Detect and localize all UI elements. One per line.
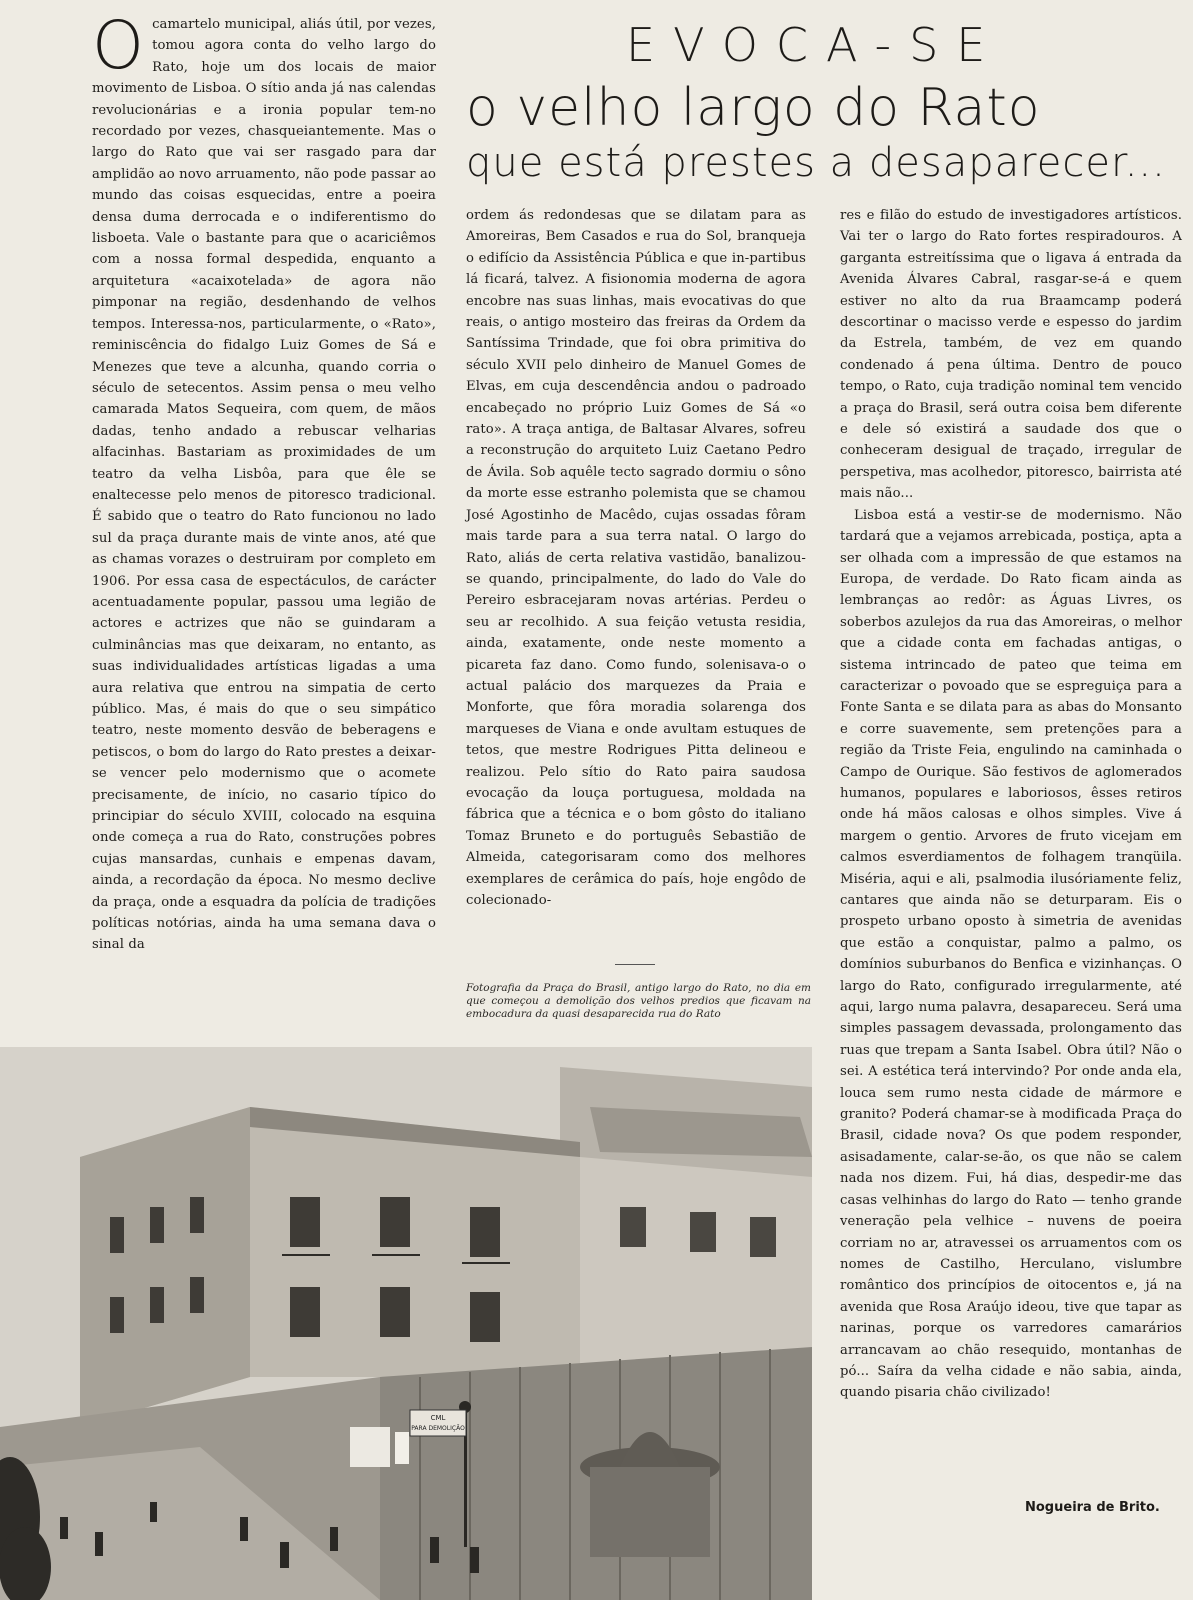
paragraph: camartelo municipal, aliás útil, por vezes, tomou agora conta do velho largo do Rato, hoje um dos locais de maior movimento de Lisboa. O sítio anda já nas calendas revolucionárias e a ironia popular tem-no recordado por vezes, chasqueiantemente. Mas o largo do Rato que vai ser rasgado para dar amplidão ao novo arruamento, não pode passar ao mundo das coisas esquecidas, entre a poeira densa duma derrocada e o indiferentismo do lisboeta. Vale o bastante para que o acariciêmos com a nossa formal despedida, enquanto a arquitetura «acaixotelada» de agora não pimponar na região, desdenhando de velhos tempos. Interessa-nos, particularmente, o «Rato», reminiscência do fidalgo Luiz Gomes de Sá e Menezes que teve a alcunha, quando corria o século de setecentos. Assim pensa o meu velho camarada Matos Sequeira, com quem, de mãos dadas, tenho andado a rebuscar velharias alfacinhas. Bastariam as proximidades de um teatro da velha Lisbôa, para que êle se enaltecesse pelo menos de pitoresco tradicional. É sabido que o teatro do Rato funcionou no lado sul da praça durante mais de vinte anos, até que as chamas vorazes o destruiram por completo em 1906. Por essa casa de espectáculos, de carácter acentuadamente popular, passou uma legião de actores e actrizes que não se guindaram a culminâncias mas que deixaram, no entanto, as suas individualidades artísticas ligadas a uma aura relativa que entrou na simpatia de certo público. Mas, é mais do que o seu simpático teatro, neste momento desvão de beberagens e petiscos, o bom do largo do Rato prestes a deixar-se vencer pelo modernismo que o acomete precisamente, de início, no casario típico do principiar do século XVIII, colocado na esquina onde começa a rua do Rato, construções pobres cujas mansardas, cunhais e empenas davam, ainda, a recordação da época. No mesmo declive da praça, onde a esquadra da polícia de tradições políticas notórias, ainda ha uma semana dava o sinal da	[92, 17, 436, 953]
street-photograph	[0, 1047, 812, 1600]
article-column-1	[92, 7, 436, 956]
author-signature: Nogueira de Brito.	[1025, 1500, 1160, 1515]
photo-illustration	[0, 1047, 812, 1600]
article-column-2	[466, 205, 806, 911]
caption-divider	[615, 964, 655, 965]
drop-cap: O	[92, 7, 145, 84]
sign-line-2: PARA DEMOLIÇÃO	[411, 1425, 465, 1432]
paragraph: ordem ás redondesas que se dilatam para as Amoreiras, Bem Casados e rua do Sol, branqueja o edifício da Assistência Pública e que in-partibus lá ficará, talvez. A fisionomia moderna de agora encobre nas suas linhas, mais evocativas do que reais, o antigo mosteiro das freiras da Ordem da Santíssima Trindade, que foi obra primitiva do século XVII pelo dinheiro de Manuel Gomes de Elvas, em cuja descendência andou o padroado encabeçado no próprio Luiz Gomes de Sá «o rato». A traça antiga, de Baltasar Alvares, sofreu a reconstrução do arquiteto Luiz Caetano Pedro de Ávila. Sob aquêle tecto sagrado dormiu o sôno da morte esse estranho polemista que se chamou José Agostinho de Macêdo, cujas ossadas fôram mais tarde para a sua terra natal. O largo do Rato, aliás de certa relativa vastidão, banalizou-se quando, principalmente, do lado do Vale do Pereiro esbracejaram novas artérias. Perdeu o seu ar recolhido. A sua feição vetusta residia, ainda, exatamente, onde neste momento a picareta faz dano. Como fundo, solenisava-o o actual palácio dos marquezes da Praia e Monforte, que fôra moradia solarenga dos marqueses de Viana e onde avultam estuques de tetos, que mestre Rodrigues Pitta delineou e realizou. Pelo sítio do Rato paira saudosa evocação da louça portuguesa, moldada na fábrica que a técnica e o bom gôsto do italiano Tomaz Bruneto e do português Sebastião de Almeida, categorisaram como dos melhores exemplares de cerâmica do país, hoje engôdo de colecionado-	[466, 208, 806, 908]
photo-caption: Fotografia da Praça do Brasil, antigo largo do Rato, no dia em que começou a demolição dos velhos predios que ficavam na embocadura da quasi desaparecida rua do Rato	[466, 982, 811, 1020]
sign-line-1: CML	[430, 1414, 446, 1422]
article-column-3	[840, 205, 1182, 1404]
headline-kicker: EVOCA-SE	[626, 18, 1004, 72]
headline-main: o velho largo do Rato	[466, 78, 1041, 138]
headline-sub: que está prestes a desaparecer...	[466, 140, 1166, 186]
paragraph: res e filão do estudo de investigadores artísticos. Vai ter o largo do Rato fortes respiradouros. A garganta estreitíssima que o ligava á entrada da Avenida Álvares Cabral, rasgar-se-á e quem estiver no alto da rua Braamcamp poderá descortinar o macisso verde e espesso do jardim da Estrela, também, de vez em quando condenado á pena última. Dentro de pouco tempo, o Rato, cuja tradição nominal tem vencido a praça do Brasil, será outra coisa bem diferente e dele só existirá a saudade dos que o conheceram desigual de traçado, irregular de perspetiva, mas acolhedor, pitoresco, bairrista até mais não...	[840, 208, 1182, 502]
paragraph: Lisboa está a vestir-se de modernismo. Não tardará que a vejamos arrebicada, postiça, apta a ser olhada com a impressão de que estamos na Europa, de verdade. Do Rato ficam ainda as lembranças ao redôr: as Águas Livres, os soberbos azulejos da rua das Amoreiras, o melhor que a cidade conta em fachadas antigas, o sistema intrincado de pateo que teima em caracterizar o povoado que se espreguiça para a Fonte Santa e se dilata para as abas do Monsanto e corre suavemente, sem pretenções para a região da Triste Feia, engulindo na caminhada o Campo de Ourique. São festivos de aglomerados humanos, populares e laboriosos, êsses retiros onde há mãos calosas e olhos simples. Vive á margem o gentio. Arvores de fruto vicejam em calmos esverdiamentos de folhagem tranqüila. Miséria, aqui e ali, psalmodia ilusóriamente feliz, cantares que ainda não se deturparam. Eis o prospeto urbano oposto à simetria de avenidas que estão a conquistar, palmo a palmo, os domínios suburbanos do Benfica e vizinhanças. O largo do Rato, configurado irregularmente, até aqui, largo numa palavra, desapareceu. Será uma simples passagem devassada, prolongamento das ruas que trepam a Santa Isabel. Obra útil? Não o sei. A estética terá intervindo? Por onde anda ela, louca sem rumo nesta cidade de mármore e granito? Poderá chamar-se à modificada Praça do Brasil, cidade nova? Os que podem responder, asisadamente, calar-se-ão, os que não se calem nada nos dizem. Fui, há dias, despedir-me das casas velhinhas do largo do Rato — tenho grande veneração pela velhice – nuvens de poeira corriam no ar, atravessei os arruamentos com os nomes de Castilho, Herculano, vislumbre romântico dos princípios de oitocentos e, já na avenida que Rosa Araújo ideou, tive que tapar as narinas, porque os varredores camarários arrancavam ao chão resequido, montanhas de pó... Saíra da velha cidade e não sabia, ainda, quando pisaria chão civilizado!	[840, 507, 1182, 1401]
